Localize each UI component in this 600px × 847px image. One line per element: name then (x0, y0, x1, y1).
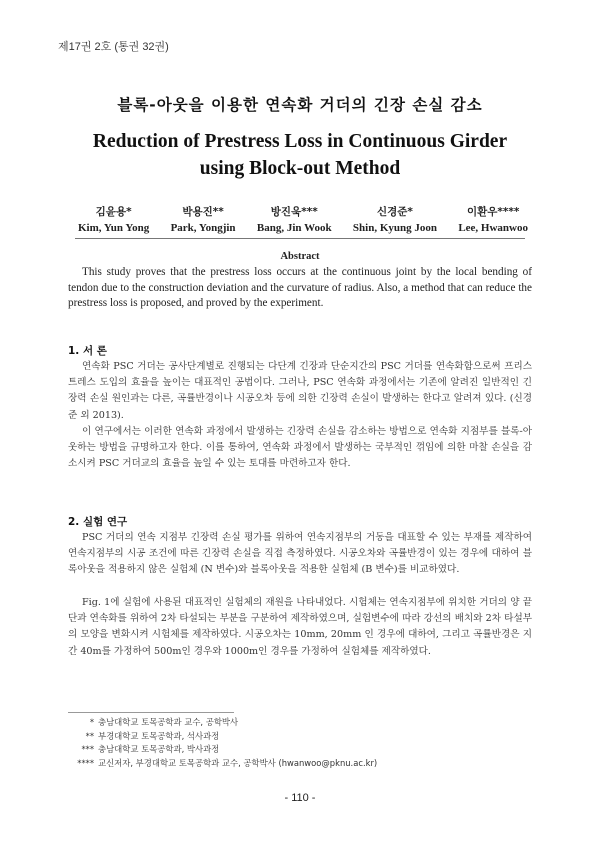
author-name-korean: 이환우**** (466, 206, 520, 218)
footnote-mark: * (89, 717, 94, 727)
footnote-mark: *** (81, 744, 94, 755)
author (257, 204, 332, 234)
footnote-mark: ** (85, 730, 94, 741)
author-name-korean: 신경준* (377, 206, 413, 218)
intro-paragraph-2: 이 연구에서는 이러한 연속화 과정에서 발생하는 긴장력 손실을 감소하는 방법으로 연속화 지점부를 블록-아웃하는 방법을 규명하고자 한다. 이를 통하여, 연속화 과정에서 발생하는 국부적인 꺾임에 의한 마찰 손실을 감소시켜 PSC 거더교의 효율을 높일 수 있는 토대를 마련하고자 한다. (68, 426, 532, 470)
author-list (78, 204, 528, 234)
author-name-korean: 박용진** (182, 206, 224, 218)
footnotes (68, 716, 377, 771)
footnote (68, 716, 377, 730)
author-name-english: Bang, Jin Wook (256, 222, 332, 234)
footnote-mark: **** (77, 758, 94, 769)
footnote-text: 부경대학교 토목공학과, 석사과정 (98, 730, 220, 741)
author-name-korean: 방진욱*** (270, 206, 318, 218)
title-english-line2: using Block-out Method (199, 158, 401, 179)
title-korean: 블록-아웃을 이용한 연속화 거더의 긴장 손실 감소 (117, 96, 483, 114)
footnote-text: 충남대학교 토목공학과, 박사과정 (98, 744, 220, 755)
author-name-korean: 김윤용* (95, 206, 132, 218)
footnote-divider (68, 712, 234, 713)
journal-volume: 제17권 2호 (통권 32권) (58, 41, 169, 53)
author-divider (75, 238, 525, 239)
author (458, 204, 528, 234)
author (171, 204, 236, 234)
footnote (68, 757, 377, 771)
experiment-paragraph-2: Fig. 1에 실험에 사용된 대표적인 실험체의 재원을 나타내었다. 시험체는 연속지점부에 위치한 거더의 양 끝단과 연속화를 위하여 2차 타설되는 부분을 구분하여 제작하였으며, 실험변수에 따라 강선의 배치와 2차 타설부의 모양을 변화시켜 시험체를 제작하였다. 시공오차는 10mm, 20mm 인 경우에 대하여, 그리고 곡률반경은 지간 40m를 가정하여 500m인 경우와 1000m인 경우를 가정하여 실험체를 제작하였다. (68, 597, 532, 657)
footnote-text: 충남대학교 토목공학과 교수, 공학박사 (98, 717, 239, 727)
author-name-english: Kim, Yun Yong (78, 222, 150, 234)
intro-paragraph-1: 연속화 PSC 거더는 공사단계별로 진행되는 다단계 긴장과 단순지간의 PSC 거더를 연속화함으로써 프리스트레스 도입의 효율을 높이는 대표적인 공법이다. 그러나, PSC 연속화 과정에서는 기존에 알려진 일반적인 긴장력 손실 원인과는 다른, 곡률반경이나 시공오차 등에 의한 긴장력 손실이 발생하는 한다고 알려져 있다. (신경준 외 2013). (68, 361, 532, 421)
abstract-text: This study proves that the prestress loss occurs at the continuous joint by the local bending of tendon due to the construction deviation and the curvature of radius. Also, a method that can reduce the prestress loss is proposed, and proved by the experiment. (68, 266, 532, 309)
author-name-english: Park, Yongjin (170, 222, 236, 234)
footnote-text: 교신저자, 부경대학교 토목공학과 교수, 공학박사 (hwanwoo@pknu.ac.kr) (98, 758, 378, 769)
author (78, 204, 149, 234)
title-english-line1: Reduction of Prestress Loss in Continuous Girder (92, 131, 508, 152)
experiment-paragraph-1: PSC 거더의 연속 지점부 긴장력 손실 평가를 위하여 연속지점부의 거동을 대표할 수 있는 부재를 제작하여 연속지점부의 시공 조건에 따른 긴장력 손실을 직접 측정하였다. 시공오차와 곡률반경이 있는 경우에 대하여 블록아웃을 적용하지 않은 실험체 (N 변수)와 블록아웃을 적용한 실험체 (B 변수)를 비교하였다. (68, 532, 532, 576)
author-name-english: Shin, Kyung Joon (352, 222, 437, 234)
author-name-english: Lee, Hwanwoo (458, 222, 528, 234)
author (353, 204, 437, 234)
section-heading-introduction: 1. 서 론 (68, 345, 107, 357)
section-heading-experiment: 2. 실험 연구 (68, 516, 128, 528)
footnote (68, 743, 377, 757)
page-number: - 110 - (284, 792, 316, 804)
footnote (68, 730, 377, 744)
abstract-heading: Abstract (280, 251, 320, 262)
